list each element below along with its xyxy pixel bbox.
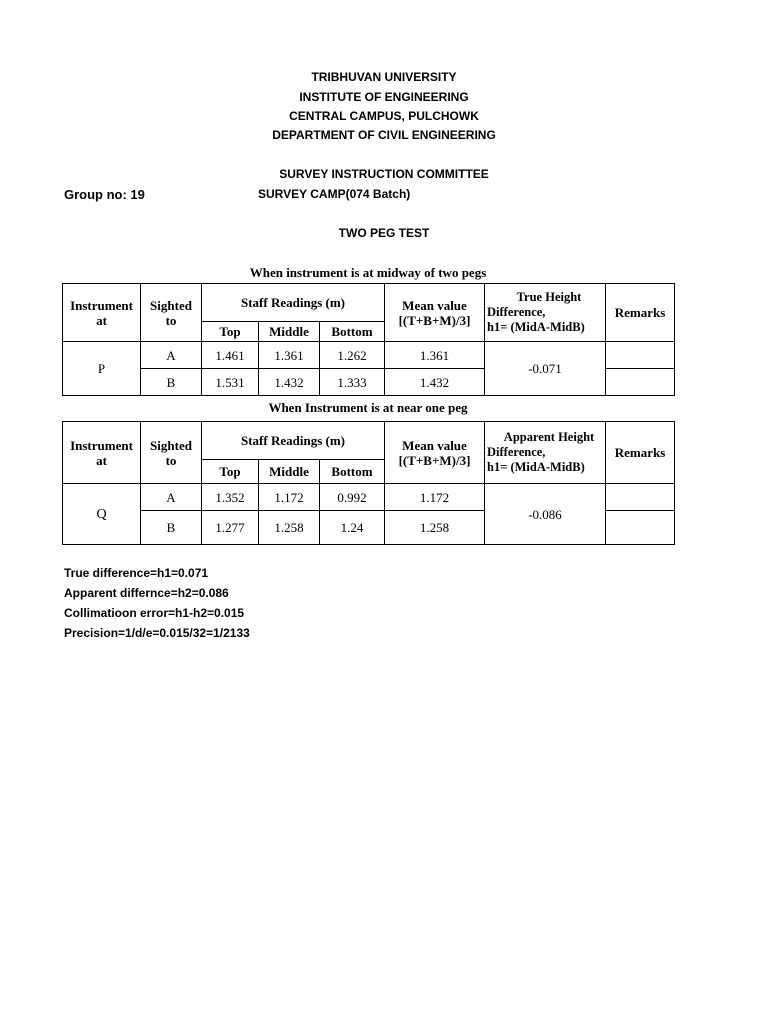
top-header: Top bbox=[202, 460, 259, 484]
bottom-cell: 1.333 bbox=[320, 369, 385, 396]
remarks-header: Remarks bbox=[606, 284, 675, 342]
group-number: Group no: 19 bbox=[64, 187, 145, 202]
apparent-difference-result: Apparent differnce=h2=0.086 bbox=[64, 586, 229, 600]
sighted-cell: B bbox=[141, 511, 202, 545]
table1-caption: When instrument is at midway of two pegs bbox=[249, 265, 487, 280]
sighted-cell: B bbox=[141, 369, 202, 396]
mean-cell: 1.172 bbox=[385, 484, 485, 511]
staff-readings-header: Staff Readings (m) bbox=[202, 284, 385, 322]
middle-cell: 1.432 bbox=[259, 369, 320, 396]
table1 bbox=[62, 283, 675, 396]
height-difference-header: Apparent Height Difference, h1= (MidA-MidB) bbox=[485, 422, 606, 484]
table2-caption: When Instrument is at near one peg bbox=[268, 400, 468, 415]
table2 bbox=[62, 421, 675, 545]
bottom-header: Bottom bbox=[320, 460, 385, 484]
mean-cell: 1.432 bbox=[385, 369, 485, 396]
middle-header: Middle bbox=[259, 460, 320, 484]
university-title: TRIBHUVAN UNIVERSITY bbox=[311, 70, 457, 84]
table-row bbox=[63, 484, 675, 511]
middle-cell: 1.258 bbox=[259, 511, 320, 545]
collimation-error-result: Collimatioon error=h1-h2=0.015 bbox=[64, 606, 245, 620]
middle-cell: 1.361 bbox=[259, 342, 320, 369]
bottom-cell: 1.24 bbox=[320, 511, 385, 545]
sighted-header: Sighted to bbox=[141, 422, 202, 484]
difference-cell: -0.086 bbox=[485, 484, 606, 545]
mean-value-header: Mean value [(T+B+M)/3] bbox=[385, 422, 485, 484]
camp-title: SURVEY CAMP(074 Batch) bbox=[258, 187, 411, 201]
mean-cell: 1.361 bbox=[385, 342, 485, 369]
mean-value-header: Mean value [(T+B+M)/3] bbox=[385, 284, 485, 342]
campus-title: CENTRAL CAMPUS, PULCHOWK bbox=[289, 109, 479, 123]
remarks-cell bbox=[606, 511, 675, 545]
top-cell: 1.352 bbox=[202, 484, 259, 511]
instrument-cell: P bbox=[63, 342, 141, 396]
department-title: DEPARTMENT OF CIVIL ENGINEERING bbox=[272, 128, 496, 142]
instrument-header: Instrument at bbox=[63, 284, 141, 342]
true-difference-result: True difference=h1=0.071 bbox=[64, 566, 209, 580]
middle-cell: 1.172 bbox=[259, 484, 320, 511]
instrument-header: Instrument at bbox=[63, 422, 141, 484]
difference-cell: -0.071 bbox=[485, 342, 606, 396]
remarks-cell bbox=[606, 369, 675, 396]
institute-title: INSTITUTE OF ENGINEERING bbox=[299, 90, 469, 104]
bottom-cell: 0.992 bbox=[320, 484, 385, 511]
middle-header: Middle bbox=[259, 322, 320, 342]
table-row bbox=[63, 342, 675, 369]
test-title: TWO PEG TEST bbox=[338, 226, 430, 240]
height-difference-header: True Height Difference, h1= (MidA-MidB) bbox=[485, 284, 606, 342]
sighted-cell: A bbox=[141, 484, 202, 511]
bottom-cell: 1.262 bbox=[320, 342, 385, 369]
bottom-header: Bottom bbox=[320, 322, 385, 342]
top-cell: 1.277 bbox=[202, 511, 259, 545]
mean-cell: 1.258 bbox=[385, 511, 485, 545]
precision-result: Precision=1/d/e=0.015/32=1/2133 bbox=[64, 626, 250, 640]
remarks-cell bbox=[606, 342, 675, 369]
sighted-header: Sighted to bbox=[141, 284, 202, 342]
top-cell: 1.461 bbox=[202, 342, 259, 369]
top-cell: 1.531 bbox=[202, 369, 259, 396]
staff-readings-header: Staff Readings (m) bbox=[202, 422, 385, 460]
top-header: Top bbox=[202, 322, 259, 342]
committee-title: SURVEY INSTRUCTION COMMITTEE bbox=[279, 167, 489, 181]
sighted-cell: A bbox=[141, 342, 202, 369]
remarks-header: Remarks bbox=[606, 422, 675, 484]
instrument-cell: Q bbox=[63, 484, 141, 545]
remarks-cell bbox=[606, 484, 675, 511]
